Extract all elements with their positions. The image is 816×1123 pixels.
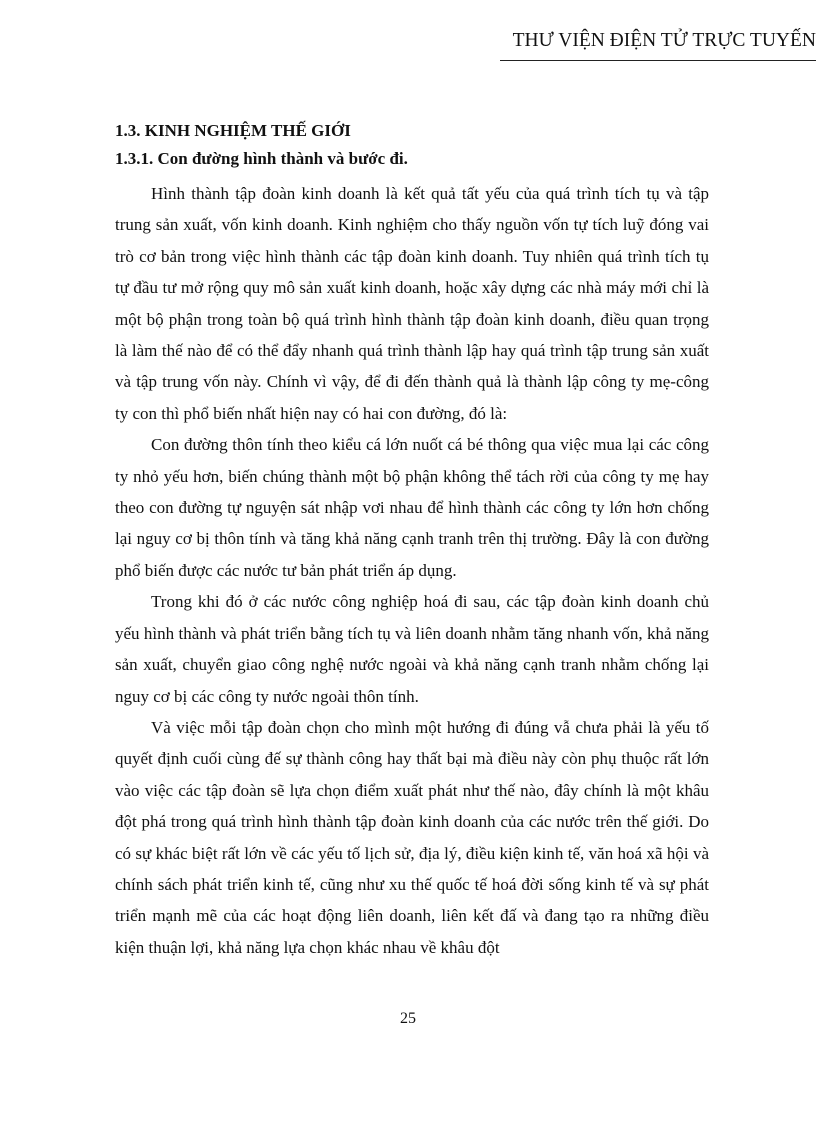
paragraph: Con đường thôn tính theo kiểu cá lớn nuốt cá bé thông qua việc mua lại các công ty nhỏ yếu hơn, biến chúng thành một bộ phận không thể tách rời của công ty mẹ hay theo con đường tự nguyện sát nhập vơi nhau để hình thành các công ty lớn hơn chống lại nguy cơ bị thôn tính và tăng khả năng cạnh tranh trên thị trường. Đây là con đường phổ biến được các nước tư bản phát triển áp dụng. — [115, 435, 709, 580]
section-subheading: 1.3.1. Con đường hình thành và bước đi. — [115, 149, 408, 168]
document-body — [115, 120, 709, 963]
paragraph: Trong khi đó ở các nước công nghiệp hoá đi sau, các tập đoàn kinh doanh chủ yếu hình thành và phát triển bằng tích tụ và liên doanh nhằm tăng nhanh vốn, khả năng sản xuất, chuyển giao công nghệ nước ngoài và khả năng cạnh tranh nhằm chống lại nguy cơ bị các công ty nước ngoài thôn tính. — [115, 592, 709, 706]
paragraph: Hình thành tập đoàn kinh doanh là kết quả tất yếu của quá trình tích tụ và tập trung sản xuất, vốn kinh doanh. Kinh nghiệm cho thấy nguồn vốn tự tích luỹ đóng vai trò cơ bản trong việc hình thành các tập đoàn kinh doanh. Tuy nhiên quá trình tích tụ tự đầu tư mở rộng quy mô sản xuất kinh doanh, hoặc xây dựng các nhà máy mới chỉ là một bộ phận trong toàn bộ quá trình hình thành tập đoàn kinh doanh, điều quan trọng là làm thế nào để có thể đẩy nhanh quá trình thành lập hay quá trình tập trung sản xuất và tập trung vốn này. Chính vì vậy, để đi đến thành quả là thành lập công ty mẹ-công ty con thì phổ biến nhất hiện nay có hai con đường, đó là: — [115, 184, 709, 423]
header-title: THƯ VIỆN ĐIỆN TỬ TRỰC TUYẾN — [512, 30, 816, 51]
paragraph: Và việc mỗi tập đoàn chọn cho mình một hướng đi đúng vẫ chưa phải là yếu tố quyết định cuối cùng đế sự thành công hay thất bại mà điều này còn phụ thuộc rất lớn vào việc các tập đoàn sẽ lựa chọn điểm xuất phát như thế nào, đây chính là một khâu đột phá trong quá trình hình thành tập đoàn kinh doanh của các nước trên thế giới. Do có sự khác biệt rất lớn về các yếu tố lịch sử, địa lý, điều kiện kinh tế, văn hoá xã hội và chính sách phát triển kinh tế, cũng như xu thế quốc tế hoá đời sống kinh tế và sự phát triển mạnh mẽ của các hoạt động liên doanh, liên kết đấ và đang tạo ra những điều kiện thuận lợi, khả năng lựa chọn khác nhau về khâu đột — [115, 717, 709, 957]
section-heading: 1.3. KINH NGHIỆM THẾ GIỚI — [115, 121, 351, 140]
header-divider — [500, 60, 816, 61]
page-number: 25 — [400, 1010, 416, 1027]
